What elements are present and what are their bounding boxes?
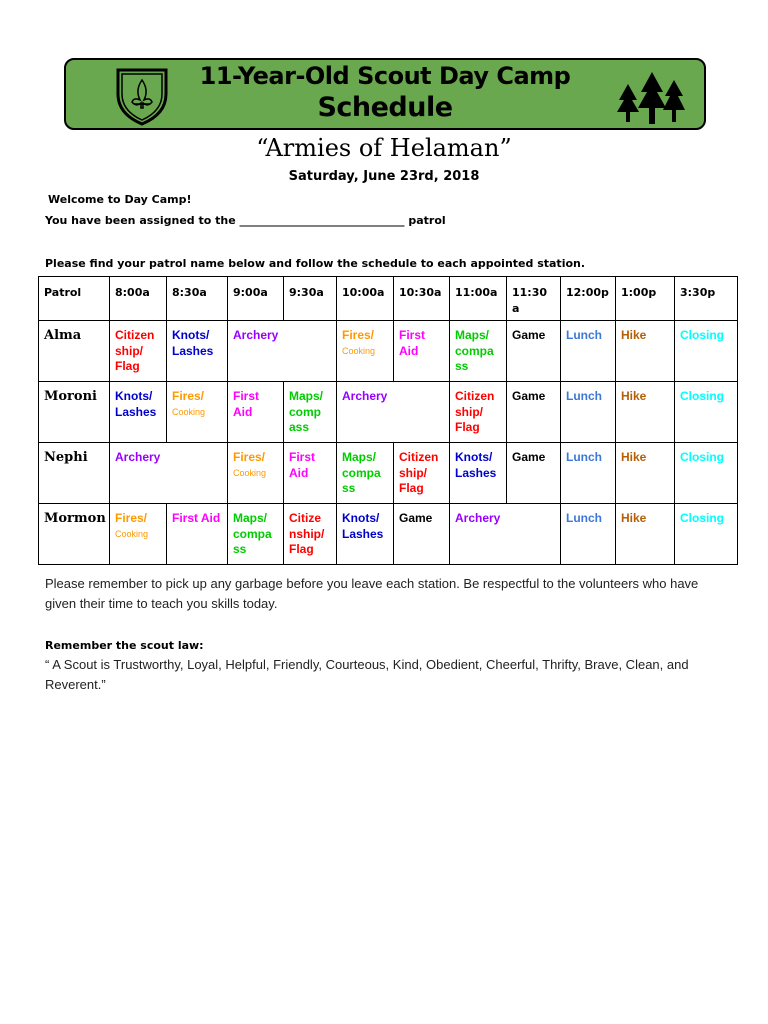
station-cell: Game bbox=[394, 504, 450, 565]
table-row bbox=[39, 321, 738, 382]
station-cell: Citizen ship/ Flag bbox=[394, 443, 450, 504]
station-cell: Archery bbox=[228, 321, 337, 382]
col-header: 9:00a bbox=[228, 277, 284, 321]
col-header: 9:30a bbox=[284, 277, 337, 321]
station-cell: Lunch bbox=[561, 504, 616, 565]
col-header: 11:30 a bbox=[507, 277, 561, 321]
station-label: Fires/ bbox=[342, 328, 375, 342]
station-cell: Knots/ Lashes bbox=[337, 504, 394, 565]
station-cell: Hike bbox=[616, 382, 675, 443]
col-header: 12:00p bbox=[561, 277, 616, 321]
col-header: 1:00p bbox=[616, 277, 675, 321]
station-label: Fires/ bbox=[115, 511, 148, 525]
col-header: 11:00a bbox=[450, 277, 507, 321]
col-header: 8:30a bbox=[167, 277, 228, 321]
station-sublabel: Cooking bbox=[233, 467, 267, 478]
col-header: 8:00a bbox=[110, 277, 167, 321]
station-cell: Hike bbox=[616, 504, 675, 565]
header-banner bbox=[64, 58, 706, 130]
station-cell bbox=[167, 382, 228, 443]
station-cell: Archery bbox=[450, 504, 561, 565]
col-header: Patrol bbox=[39, 277, 110, 321]
event-date: Saturday, June 23rd, 2018 bbox=[288, 169, 480, 184]
page-title-schedule: Schedule bbox=[317, 92, 453, 123]
schedule-table bbox=[38, 276, 738, 565]
station-cell: Archery bbox=[110, 443, 228, 504]
assigned-patrol-text: You have been assigned to the ______________________________ patrol bbox=[45, 214, 446, 227]
station-cell: Knots/ Lashes bbox=[167, 321, 228, 382]
subtitle: “Armies of Helaman” bbox=[256, 134, 512, 162]
table-row bbox=[39, 382, 738, 443]
instruction-text: Please find your patrol name below and follow the schedule to each appointed station. bbox=[45, 257, 586, 270]
station-cell: Maps/ compa ss bbox=[450, 321, 507, 382]
station-sublabel: Cooking bbox=[342, 345, 376, 356]
station-cell: Maps/ comp ass bbox=[284, 382, 337, 443]
table-row bbox=[39, 443, 738, 504]
station-cell bbox=[110, 504, 167, 565]
col-header: 3:30p bbox=[675, 277, 738, 321]
station-cell: Archery bbox=[337, 382, 450, 443]
pine-trees-icon bbox=[616, 70, 686, 126]
station-sublabel: Cooking bbox=[172, 406, 206, 417]
station-cell: Hike bbox=[616, 321, 675, 382]
station-cell: Lunch bbox=[561, 382, 616, 443]
table-row bbox=[39, 504, 738, 565]
station-cell: Maps/ compa ss bbox=[228, 504, 284, 565]
station-cell: Game bbox=[507, 382, 561, 443]
station-cell: Knots/ Lashes bbox=[450, 443, 507, 504]
station-cell: Game bbox=[507, 443, 561, 504]
patrol-name: Nephi bbox=[39, 443, 110, 504]
station-cell: First Aid bbox=[167, 504, 228, 565]
reminder-paragraph: Please remember to pick up any garbage before you leave each station. Be respectful to the volunteers who have given their time to teach you skills today. bbox=[45, 576, 699, 611]
station-sublabel: Cooking bbox=[115, 528, 149, 539]
station-cell: Citizen ship/ Flag bbox=[110, 321, 167, 382]
station-cell bbox=[337, 321, 394, 382]
station-cell: Citizen ship/ Flag bbox=[450, 382, 507, 443]
station-cell: Lunch bbox=[561, 321, 616, 382]
station-cell: Game bbox=[507, 321, 561, 382]
station-cell: First Aid bbox=[394, 321, 450, 382]
station-cell: Closing bbox=[675, 504, 738, 565]
col-header: 10:00a bbox=[337, 277, 394, 321]
scout-law-text: “ A Scout is Trustworthy, Loyal, Helpful, Friendly, Courteous, Kind, Obedient, Cheerful, Thrifty, Brave, Clean, and Reverent.” bbox=[45, 657, 689, 692]
station-cell: First Aid bbox=[284, 443, 337, 504]
patrol-name: Moroni bbox=[39, 382, 110, 443]
station-cell: First Aid bbox=[228, 382, 284, 443]
welcome-text: Welcome to Day Camp! bbox=[48, 193, 192, 206]
station-cell: Maps/ compa ss bbox=[337, 443, 394, 504]
table-header-row bbox=[39, 277, 738, 321]
col-header: 10:30a bbox=[394, 277, 450, 321]
station-label: Fires/ bbox=[233, 450, 266, 464]
patrol-name: Mormon bbox=[39, 504, 110, 565]
patrol-name: Alma bbox=[39, 321, 110, 382]
page-title: 11-Year-Old Scout Day Camp bbox=[199, 62, 571, 90]
station-cell: Closing bbox=[675, 321, 738, 382]
station-cell: Closing bbox=[675, 382, 738, 443]
station-label: Fires/ bbox=[172, 389, 205, 403]
station-cell: Closing bbox=[675, 443, 738, 504]
station-cell: Lunch bbox=[561, 443, 616, 504]
station-cell bbox=[228, 443, 284, 504]
station-cell: Citize nship/ Flag bbox=[284, 504, 337, 565]
scout-law-title: Remember the scout law: bbox=[45, 639, 204, 652]
station-cell: Knots/ Lashes bbox=[110, 382, 167, 443]
station-cell: Hike bbox=[616, 443, 675, 504]
